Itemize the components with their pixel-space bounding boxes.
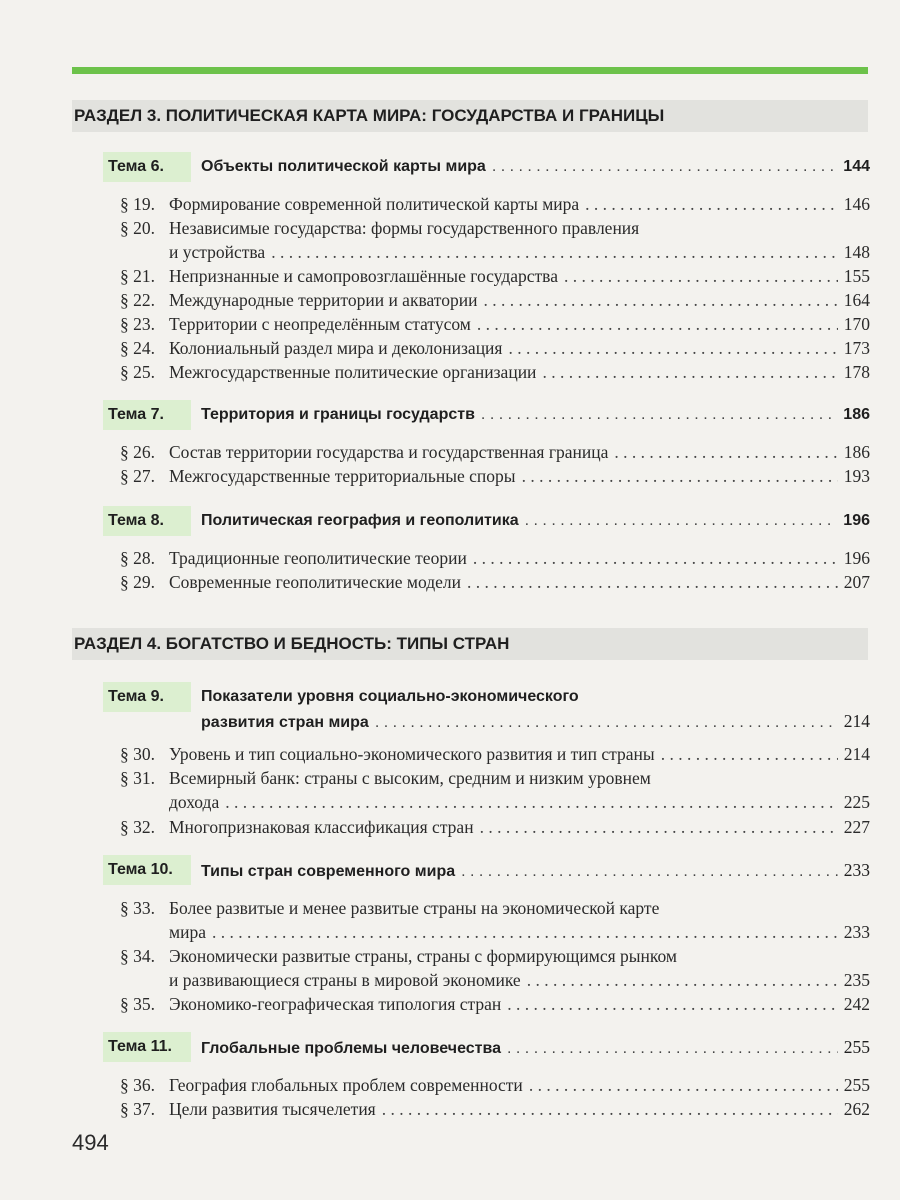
leader-dots (508, 336, 837, 360)
leader-dots (525, 506, 838, 536)
leader-dots (527, 968, 838, 992)
page-ref: 193 (843, 466, 870, 486)
toc-entry-19[interactable] (120, 192, 870, 216)
theme-label: Тема 11. (103, 1032, 191, 1062)
leader-dots (661, 742, 838, 766)
page-ref: 186 (843, 442, 870, 462)
entry-title: Более развитые и менее развитые страны на экономической карте (169, 898, 660, 918)
page-ref: 233 (843, 860, 870, 880)
leader-dots (492, 152, 837, 182)
leader-dots (461, 857, 838, 887)
entry-title: Современные геополитические модели (169, 572, 462, 592)
paragraph-number: § 24. (120, 338, 155, 358)
leader-dots (382, 1097, 838, 1121)
entry-title: Экономически развитые страны, страны с формирующимся рынком (169, 946, 678, 966)
entry-title: Уровень и тип социально-экономического развития и тип страны (169, 744, 655, 764)
entry-title: Традиционные геополитические теории (169, 548, 467, 568)
entry-title: Межгосударственные территориальные споры (169, 466, 516, 486)
theme-title: Территория и границы государств (201, 406, 475, 423)
leader-dots (507, 1034, 838, 1064)
leader-dots (507, 992, 837, 1016)
leader-dots (564, 264, 838, 288)
page-ref: 144 (843, 158, 870, 175)
entry-title: Экономико-географическая типология стран (169, 994, 502, 1014)
toc-entry-34[interactable] (120, 944, 870, 992)
paragraph-number: § 22. (120, 290, 155, 310)
paragraph-number: § 35. (120, 994, 155, 1014)
leader-dots (271, 240, 838, 264)
paragraph-number: § 32. (120, 817, 155, 837)
toc-entry-26[interactable] (120, 440, 870, 464)
toc-entry-30[interactable] (120, 742, 870, 766)
paragraph-number: § 34. (120, 946, 155, 966)
toc-entry-33[interactable] (120, 896, 870, 944)
entry-title: Состав территории государства и государственная граница (169, 442, 609, 462)
entry-title-continued: и устройства (169, 242, 266, 262)
page-ref: 214 (843, 744, 870, 764)
paragraph-number: § 25. (120, 362, 155, 382)
paragraph-number: § 30. (120, 744, 155, 764)
toc-entry-37[interactable] (120, 1097, 870, 1121)
entry-title-continued: и развивающиеся страны в мировой экономике (169, 970, 521, 990)
toc-entry-36[interactable] (120, 1073, 870, 1097)
paragraph-number: § 27. (120, 466, 155, 486)
page-ref: 207 (843, 572, 870, 592)
entry-title: Непризнанные и самопровозглашённые государства (169, 266, 558, 286)
page-ref: 233 (843, 922, 870, 942)
paragraph-number: § 19. (120, 194, 155, 214)
page-ref: 242 (843, 994, 870, 1014)
entry-title: География глобальных проблем современности (169, 1075, 523, 1095)
section-title: ПОЛИТИЧЕСКАЯ КАРТА МИРА: ГОСУДАРСТВА И ГРАНИЦЫ (165, 106, 665, 125)
leader-dots (529, 1073, 838, 1097)
theme-label: Тема 9. (103, 682, 191, 712)
paragraph-number: § 23. (120, 314, 155, 334)
toc-entry-35[interactable] (120, 992, 870, 1016)
toc-entry-20[interactable] (120, 216, 870, 264)
page-ref: 225 (843, 792, 870, 812)
paragraph-number: § 33. (120, 898, 155, 918)
leader-dots (522, 464, 838, 488)
toc-entry-25[interactable] (120, 360, 870, 384)
leader-dots (480, 815, 838, 839)
top-green-rule (72, 67, 868, 74)
page-ref: 227 (843, 817, 870, 837)
page-ref: 255 (843, 1037, 870, 1057)
section-label: РАЗДЕЛ 3. (74, 106, 162, 125)
entry-title: Международные территории и акватории (169, 290, 478, 310)
theme-title: Типы стран современного мира (201, 863, 456, 880)
leader-dots (473, 546, 838, 570)
entry-title: Цели развития тысячелетия (169, 1099, 376, 1119)
entry-title: Многопризнаковая классификация стран (169, 817, 474, 837)
leader-dots (375, 711, 838, 735)
theme-label: Тема 10. (103, 855, 191, 885)
page-number: 494 (72, 1130, 109, 1155)
leader-dots (614, 440, 837, 464)
entry-title: Независимые государства: формы государственного правления (169, 218, 640, 238)
entry-title: Всемирный банк: страны с высоким, средним и низким уровнем (169, 768, 651, 788)
page-ref: 196 (843, 512, 870, 529)
theme-title: Объекты политической карты мира (201, 158, 486, 175)
paragraph-number: § 37. (120, 1099, 155, 1119)
leader-dots (542, 360, 837, 384)
page-ref: 186 (843, 406, 870, 423)
page-ref: 262 (843, 1099, 870, 1119)
page-ref: 178 (843, 362, 870, 382)
theme-title: Показатели уровня социально-экономического (201, 688, 579, 705)
paragraph-number: § 20. (120, 218, 155, 238)
theme-title: Политическая география и геополитика (201, 512, 519, 529)
toc-entry-24[interactable] (120, 336, 870, 360)
paragraph-number: § 26. (120, 442, 155, 462)
entry-title-continued: дохода (169, 792, 220, 812)
theme-label: Тема 8. (103, 506, 191, 536)
leader-dots (585, 192, 838, 216)
paragraph-number: § 28. (120, 548, 155, 568)
page-ref: 146 (843, 194, 870, 214)
page-ref: 173 (843, 338, 870, 358)
section-4-heading (72, 628, 868, 660)
page-ref: 155 (843, 266, 870, 286)
page-ref: 196 (843, 548, 870, 568)
leader-dots (225, 790, 838, 814)
page-ref: 214 (843, 711, 870, 731)
entry-title-continued: мира (169, 922, 206, 942)
section-3-heading (72, 100, 868, 132)
paragraph-number: § 21. (120, 266, 155, 286)
toc-entry-28[interactable] (120, 546, 870, 570)
entry-title: Колониальный раздел мира и деколонизация (169, 338, 503, 358)
leader-dots (212, 920, 838, 944)
toc-entry-29[interactable] (120, 570, 870, 594)
toc-entry-31[interactable] (120, 766, 870, 814)
theme-label: Тема 7. (103, 400, 191, 430)
section-title: БОГАТСТВО И БЕДНОСТЬ: ТИПЫ СТРАН (165, 634, 510, 653)
toc-entry-32[interactable] (120, 815, 870, 839)
page-ref: 170 (843, 314, 870, 334)
theme-title-continued: развития стран мира (201, 714, 369, 731)
toc-entry-21[interactable] (120, 264, 870, 288)
leader-dots (477, 312, 838, 336)
entry-title: Территории с неопределённым статусом (169, 314, 471, 334)
page-ref: 164 (843, 290, 870, 310)
page-ref: 235 (843, 970, 870, 990)
paragraph-number: § 31. (120, 768, 155, 788)
leader-dots (467, 570, 838, 594)
entry-title: Формирование современной политической карты мира (169, 194, 580, 214)
toc-entry-22[interactable] (120, 288, 870, 312)
entry-title: Межгосударственные политические организации (169, 362, 537, 382)
leader-dots (481, 400, 837, 430)
section-label: РАЗДЕЛ 4. (74, 634, 162, 653)
leader-dots (483, 288, 837, 312)
theme-title: Глобальные проблемы человечества (201, 1040, 502, 1057)
toc-entry-27[interactable] (120, 464, 870, 488)
paragraph-number: § 36. (120, 1075, 155, 1095)
page-ref: 148 (843, 242, 870, 262)
theme-label: Тема 6. (103, 152, 191, 182)
page-ref: 255 (843, 1075, 870, 1095)
toc-entry-23[interactable] (120, 312, 870, 336)
paragraph-number: § 29. (120, 572, 155, 592)
